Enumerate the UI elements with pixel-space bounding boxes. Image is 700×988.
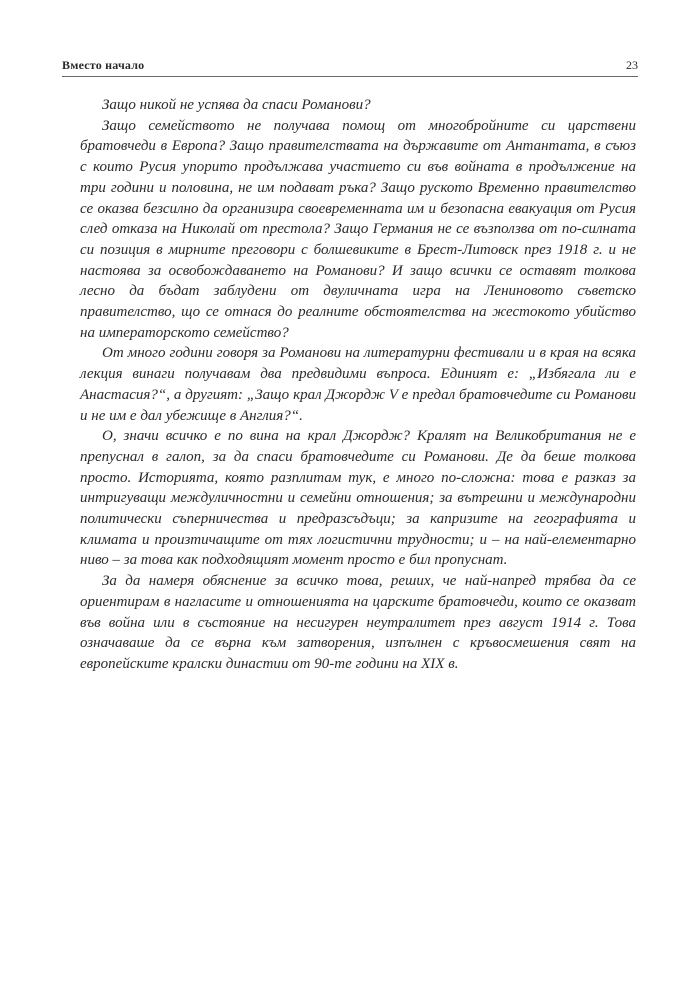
paragraph: От много години говоря за Романови на литературни фестивали и в края на всяка лекция винаги получавам два предвидими въпроса. Единият е: „Избягала ли е Анастасия?“, а другият: „Защо крал Джордж V е предал братовчедите си Романови и не им е дал убежище в Англия?“. (80, 345, 636, 424)
page-header (62, 58, 638, 78)
header-rule (62, 76, 638, 77)
body-text (80, 95, 636, 675)
paragraph: За да намеря обяснение за всичко това, реших, че най-напред трябва да се ориентирам в нагласите и отношенията на царските братовчеди, които се оказват във война или в състояние на несигурен неутралитет през август 1914 г. Това означаваше да се върна към затворения, изпълнен с кръвосмешения свят на европейските кралски династии от 90-те години на XIX в. (80, 573, 636, 672)
paragraph: Защо никой не успява да спаси Романови? (102, 97, 371, 113)
paragraph: О, значи всичко е по вина на крал Джордж? Кралят на Великобритания не е препуснал в галоп, за да спаси братовчедите си Романови. Де да беше толкова просто. Историята, която разплитам тук, е много по-сложна: това е разказ за интригуващи междуличностни и семейни отношения; за вътрешни и международни политически съперничества и предразсъдъци; за капризите на географията и климата и произтичащите от тях логистични трудности; и – на най-елементарно ниво – за това как подходящият момент просто е бил пропуснат. (80, 428, 636, 569)
page-number: 23 (626, 58, 638, 72)
running-title: Вместо начало (62, 58, 145, 72)
paragraph: Защо семейството не получава помощ от многобройните си царствени братовчеди в Европа? Защо правителствата на държавите от Антантата, в съюз с които Русия упорито продължава участието си във войната в продължение на три години и половина, не им подават ръка? Защо руското Временно правителство се оказва безсилно да организира своевременната им и безопасна евакуация от Русия след отказа на Николай от престола? Защо Германия не се възползва от по-силната си позиция в мирните преговори с болшевиките в Брест-Литовск през 1918 г. и не настоява за освобождаването на Романови? И защо всички се оставят толкова лесно да бъдат заблудени от двуличната игра на Лениновото съветско правителство, що се отнася до реалните обстоятелства на жестокото убийство на императорското семейство? (80, 117, 636, 341)
